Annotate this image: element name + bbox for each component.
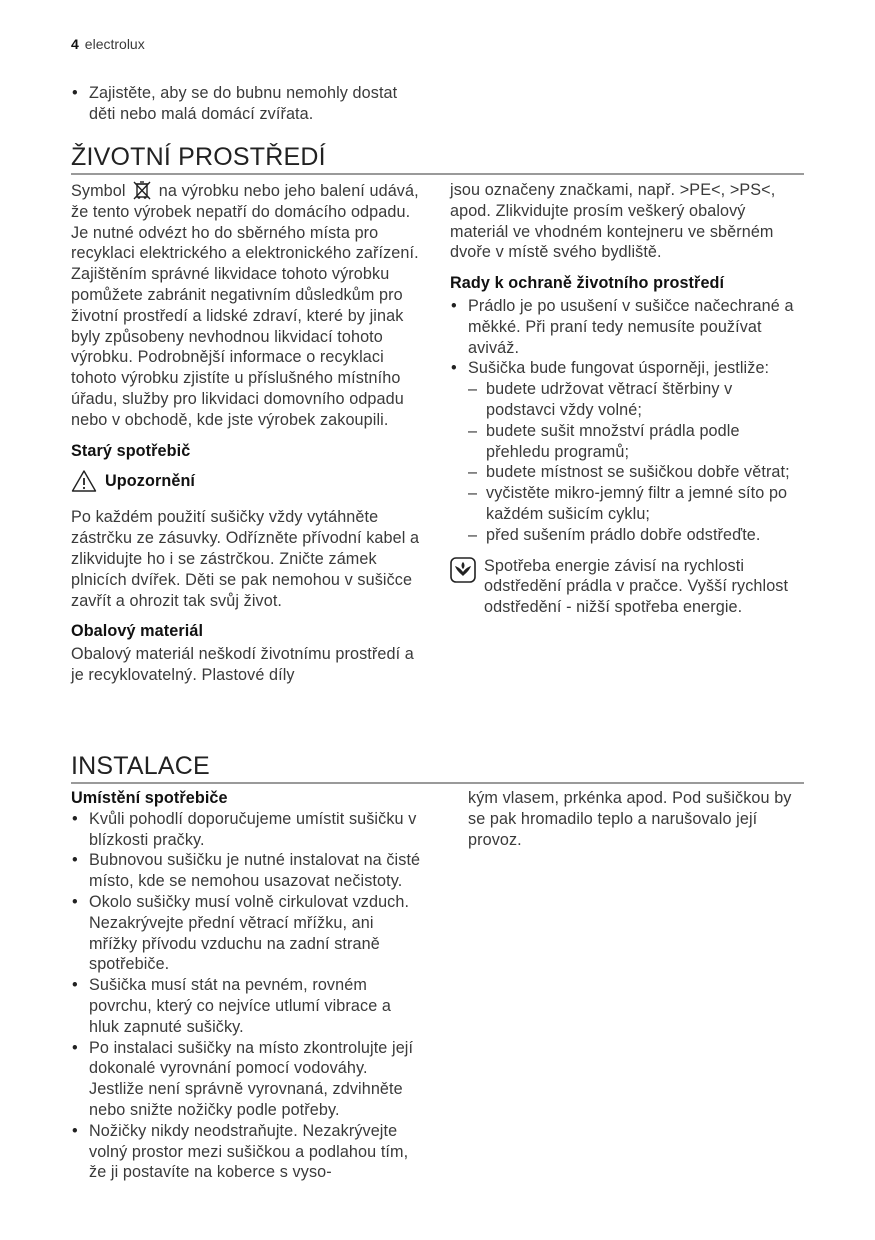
sub-tips-list <box>468 379 804 545</box>
warning-heading-row <box>71 469 423 493</box>
warning-text: Po každém použití sušičky vždy vytáhněte zástrčku ze zásuvky. Odřízněte přívodní kabel a zlikvidujte ho i se zástrčkou. Zničte zámek plnicích dvířek. Děti se pak nemohou v sušičce zavřít a ohrozit tak svůj život. <box>71 508 420 610</box>
list-item: – budete sušit množství prádla podle přehledu programů; <box>468 421 804 463</box>
placement-list <box>71 809 425 1183</box>
env-left-column <box>71 180 423 686</box>
list-item: • Kvůli pohodlí doporučujeme umístit sušičku v blízkosti pračky. <box>71 809 425 851</box>
page-number: 4 <box>71 36 79 52</box>
env-right-column <box>450 180 804 618</box>
list-item: – před sušením prádlo dobře odstřeďte. <box>468 525 804 546</box>
intro-block <box>71 83 416 125</box>
list-item: • Bubnovou sušičku je nutné instalovat na čisté místo, kde se nemohou usazovat nečistoty. <box>71 850 425 892</box>
list-item: • Prádlo je po usušení v sušičce načechrané a měkké. Při praní tedy nemusíte používat aviváž. <box>450 296 804 358</box>
install-right-column <box>468 788 804 850</box>
list-item: • Okolo sušičky musí volně cirkulovat vzduch. Nezakrývejte přední větrací mřížku, ani mřížky přívodu vzduchu na zadní straně spotřebiče. <box>71 892 425 975</box>
list-item: • Zajistěte, aby se do bubnu nemohly dostat děti nebo malá domácí zvířata. <box>71 83 416 125</box>
list-item: – budete udržovat větrací štěrbiny v podstavci vždy volné; <box>468 379 804 421</box>
brand-name: electrolux <box>84 36 145 52</box>
tip-text: Sušička bude fungovat úsporněji, jestliže: <box>468 359 770 378</box>
list-item: – budete místnost se sušičkou dobře větrat; <box>468 462 804 483</box>
symbol-label: Symbol <box>71 182 126 200</box>
weee-text: na výrobku nebo jeho balení udává, že tento výrobek nepatří do domácího odpadu. Je nutné odvézt ho do sběrného místa pro recyklaci elektrického a elektronického zařízení. Zajištěním správné likvidace tohoto výrobku pomůžete zabránit negativním důsledkům pro životní prostředí a lidské zdraví, které by jinak byly způsobeny nevhodnou likvidací tohoto výrobku. Podrobnější informace o recyklaci tohoto výrobku zjistíte u příslušného místního úřadu, služby pro likvidaci domovního odpadu nebo v obchodě, kde jste výrobek zakoupili. <box>71 182 419 429</box>
section-title-environment: ŽIVOTNÍ PROSTŘEDÍ <box>71 142 804 175</box>
packaging-text: Obalový materiál neškodí životnímu prostředí a je recyklovatelný. Plastové díly <box>71 645 414 684</box>
energy-note-text: Spotřeba energie závisí na rychlosti odstředění prádla v pračce. Vyšší rychlost odstředění - nižší spotřeba energie. <box>484 556 789 617</box>
placement-heading: Umístění spotřebiče <box>71 789 228 807</box>
packaging-heading: Obalový materiál <box>71 622 204 641</box>
list-item: • Nožičky nikdy neodstraňujte. Nezakrývejte volný prostor mezi sušičkou a podlahou tím, že ji postavíte na koberce s vyso- <box>71 1121 425 1183</box>
weee-paragraph <box>71 180 423 431</box>
install-left-column <box>71 788 425 1183</box>
tips-list <box>450 296 804 546</box>
energy-note <box>450 556 804 618</box>
old-appliance-heading: Starý spotřebič <box>71 441 191 460</box>
crossed-bin-icon <box>132 180 152 200</box>
list-item: • Po instalaci sušičky na místo zkontrolujte její dokonalé vyrovnání pomocí vodováhy. Jestliže není správně vyrovnaná, zdvihněte nebo snižte nožičky podle potřeby. <box>71 1038 425 1121</box>
list-item <box>450 358 804 545</box>
packaging-continuation: jsou označeny značkami, např. >PE<, >PS<, apod. Zlikvidujte prosím veškerý obalový materiál ve vhodném kontejneru ve sběrném dvoře v místě svého bydliště. <box>450 181 776 262</box>
tips-heading: Rady k ochraně životního prostředí <box>450 274 725 293</box>
eco-leaf-icon <box>450 557 476 583</box>
warning-triangle-icon <box>71 469 97 493</box>
page-header <box>71 36 145 52</box>
placement-continuation: kým vlasem, prkénka apod. Pod sušičkou by se pak hromadilo teplo a narušovalo její provoz. <box>468 789 792 849</box>
list-item: – vyčistěte mikro-jemný filtr a jemné síto po každém sušicím cyklu; <box>468 483 804 525</box>
list-item: • Sušička musí stát na pevném, rovném povrchu, který co nejvíce utlumí vibrace a hluk zapnuté sušičky. <box>71 975 425 1037</box>
warning-heading: Upozornění <box>105 471 196 490</box>
section-title-installation: INSTALACE <box>71 751 804 784</box>
